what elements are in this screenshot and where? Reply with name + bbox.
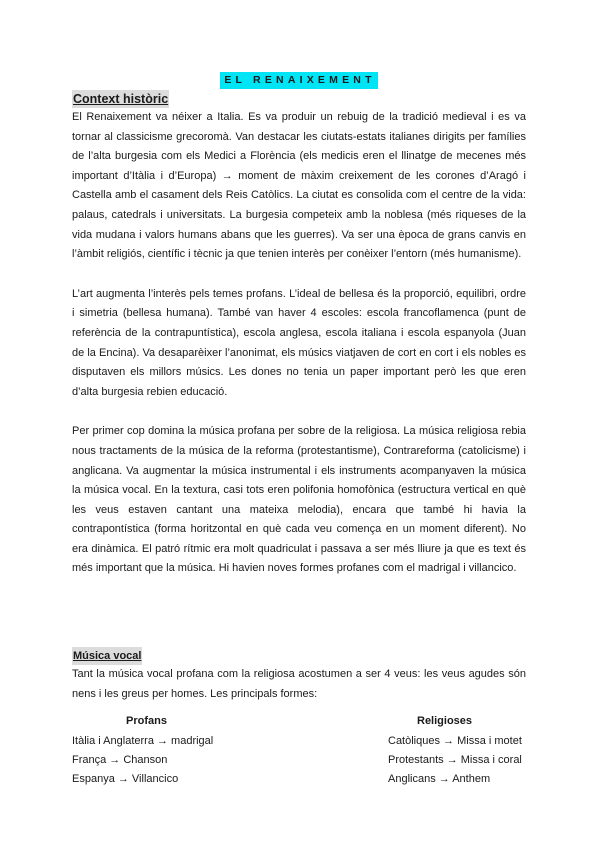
religioses-item: Catòliques → Missa i motet: [388, 735, 522, 748]
profans-item: França → Chanson: [72, 754, 168, 767]
context-paragraph-2: L’art augmenta l’interès pels temes profans. L’ideal de bellesa és la proporció, equilibri, ordre i simetria (bellesa humana). També van haver 4 escoles: escola francoflamenca (punt de referència de la contrapuntística), escola anglesa, escola italiana i escola espanyola (Juan de la Encina). Va desaparèixer l’anonimat, els músics viatjaven de cort en cort i els nobles es disputaven els millors músics. Les dones no tenia un paper important però les que eren d’alta burgesia rebien educació.: [72, 287, 526, 398]
context-section: [72, 90, 526, 579]
document-page: [72, 70, 526, 798]
religioses-item: Anglicans → Anthem: [388, 773, 491, 786]
forms-table: [72, 712, 526, 798]
profans-item: Espanya → Villancico: [72, 773, 179, 786]
vocal-section: [72, 645, 526, 798]
profans-item: Itàlia i Anglaterra → madrigal: [72, 735, 214, 748]
religioses-heading: Religioses: [417, 715, 473, 728]
religioses-item: Protestants → Missa i coral: [388, 754, 522, 767]
context-heading: Context històric: [73, 92, 169, 106]
document-title: EL RENAIXEMENT: [220, 72, 377, 89]
profans-heading: Profans: [126, 715, 167, 728]
vocal-heading: Música vocal: [72, 647, 142, 665]
context-paragraph-1: El Renaixement va néixer a Italia. Es va produir un rebuig de la tradició medieval i es va tornar al classicisme grecoromà. Van destacar les ciutats-estats italianes dirigits per famílies de l’alta burgesia com els Medici a Florència (els medicis eren el llinatge de mecenes més important d’Itàlia i d’Europa) → moment de màxim creixement de les corones d’Aragó i Castella amb el casament dels Reis Catòlics. La ciutat es consolida com el centre de la vida: palaus, catedrals i universitats. La burgesia competeix amb la noblesa (més riqueses de la vida mudana i valors humans abans que les guerres). Va ser una època de grans canvis en l’àmbit religiós, científic i tècnic ja que tenien interès per conèixer l’entorn (més humanisme).: [72, 111, 526, 261]
context-paragraph-3: Per primer cop domina la música profana per sobre de la religiosa. La música religiosa rebia nous tractaments de la música de la reforma (protestantisme), Contrareforma (catolicisme) i anglicana. Va augmentar la música instrumental i els instruments acompanyaven la música la música vocal. En la textura, casi tots eren polifonia homofònica (estructura vertical en què les veus estaven cantant una mateixa melodia), encara que també hi havia la contrapontística (forma horitzontal en què cada veu comença en un moment diferent). No era dinàmica. El patró rítmic era molt quadriculat i passava a ser més lliure ja que es text és més important que la música. Hi havien noves formes profanes com el madrigal i villancico.: [72, 425, 526, 575]
title-wrap: [72, 70, 526, 88]
vocal-intro: Tant la música vocal profana com la religiosa acostumen a ser 4 veus: les veus agudes són nens i les greus per homes. Les principals formes:: [72, 668, 526, 700]
